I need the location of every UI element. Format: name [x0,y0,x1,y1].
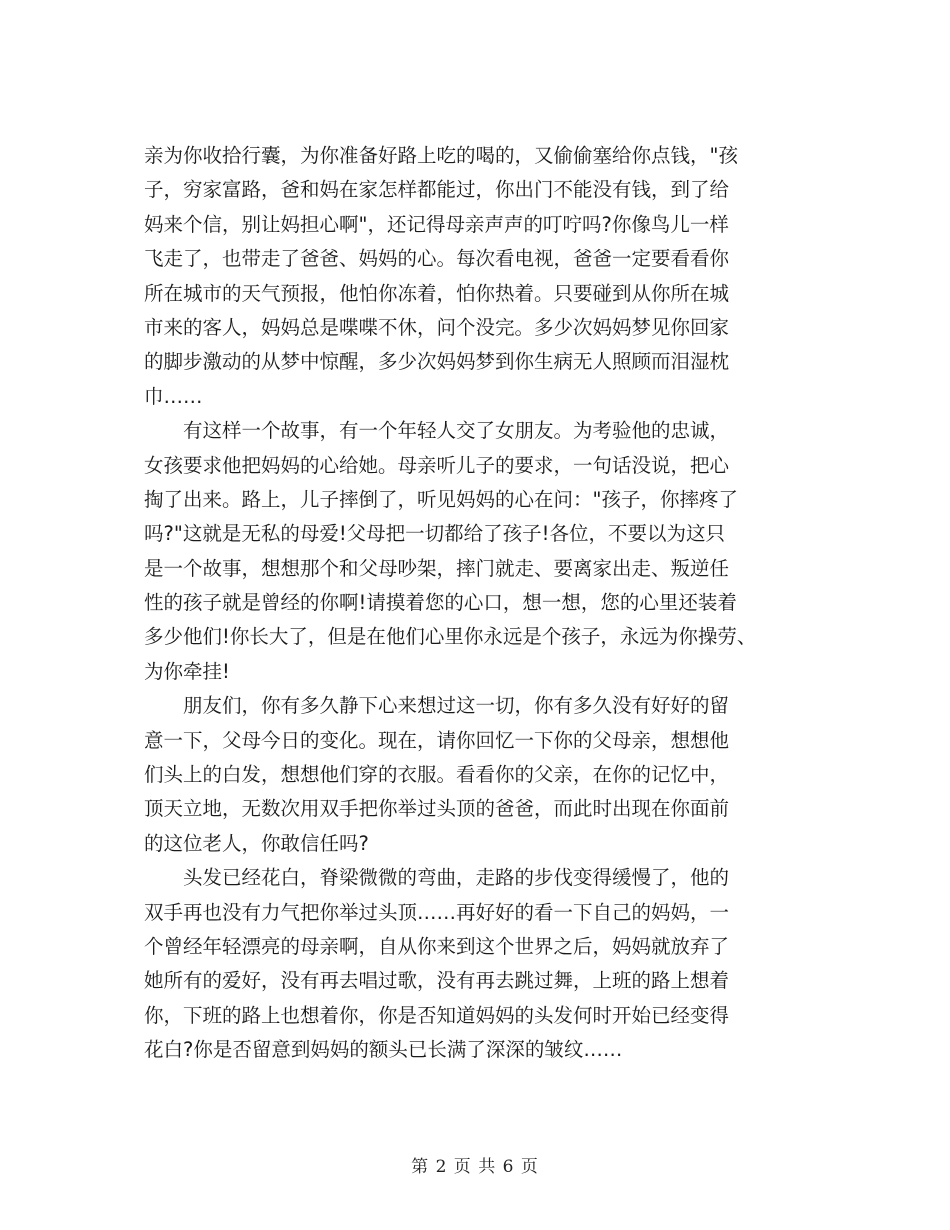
text-line: 头发已经花白，脊梁微微的弯曲，走路的步伐变得缓慢了，他的 [144,866,730,890]
text-line: 飞走了，也带走了爸爸、妈妈的心。每次看电视，爸爸一定要看看你 [144,247,730,271]
text-line: 亲为你收拾行囊，为你准备好路上吃的喝的，又偷偷塞给你点钱，"孩 [144,144,738,167]
text-line: 顶天立地，无数次用双手把你举过头顶的爸爸，而此时出现在你面前 [144,797,730,821]
text-line: 们头上的白发，想想他们穿的衣服。看看你的父亲，在你的记忆中， [144,763,730,787]
text-line: 个曾经年轻漂亮的母亲啊，自从你来到这个世界之后，妈妈就放弃了 [144,934,730,958]
text-line: 花白?你是否留意到妈妈的额头已长满了深深的皱纹…… [144,1038,623,1062]
text-line: 多少他们!你长大了，但是在他们心里你永远是个孩子，永远为你操劳、 [144,625,757,649]
text-line: 所在城市的天气预报，他怕你冻着，怕你热着。只要碰到从你所在城 [144,281,730,305]
text-line: 巾…… [144,384,203,408]
text-line: 朋友们，你有多久静下心来想过这一切，你有多久没有好好的留 [144,694,730,718]
page-number-footer: 第 2 页 共 6 页 [411,1157,539,1177]
text-line: 意一下，父母今日的变化。现在，请你回忆一下你的父母亲，想想他 [144,728,730,752]
text-line: 子，穷家富路，爸和妈在家怎样都能过，你出门不能没有钱，到了给 [144,178,730,202]
text-line: 性的孩子就是曾经的你啊!请摸着您的心口，想一想，您的心里还装着 [144,591,737,615]
text-line: 妈来个信，别让妈担心啊"，还记得母亲声声的叮咛吗?你像鸟儿一样 [144,212,729,236]
text-line: 掏了出来。路上，儿子摔倒了，听见妈妈的心在问："孩子，你摔疼了 [144,487,738,511]
text-line: 双手再也没有力气把你举过头顶……再好好的看一下自己的妈妈，一 [144,900,730,924]
text-line: 的脚步激动的从梦中惊醒，多少次妈妈梦到你生病无人照顾而泪湿枕 [144,350,730,374]
text-line: 是一个故事，想想那个和父母吵架，摔门就走、要离家出走、叛逆任 [144,556,730,580]
text-line: 市来的客人，妈妈总是喋喋不休，问个没完。多少次妈妈梦见你回家 [144,315,730,339]
text-line: 有这样一个故事，有一个年轻人交了女朋友。为考验他的忠诚， [144,419,730,443]
text-line: 的这位老人，你敢信任吗? [144,831,369,855]
body-text [144,139,824,1068]
text-line: 她所有的爱好，没有再去唱过歌，没有再去跳过舞，上班的路上想着 [144,969,730,993]
text-line: 吗?"这就是无私的母爱!父母把一切都给了孩子!各位，不要以为这只 [144,522,725,546]
text-line: 女孩要求他把妈妈的心给她。母亲听儿子的要求，一句话没说，把心 [144,453,730,477]
text-line: 你，下班的路上也想着你，你是否知道妈妈的头发何时开始已经变得 [144,1003,730,1027]
text-line: 为你牵挂! [144,659,230,683]
